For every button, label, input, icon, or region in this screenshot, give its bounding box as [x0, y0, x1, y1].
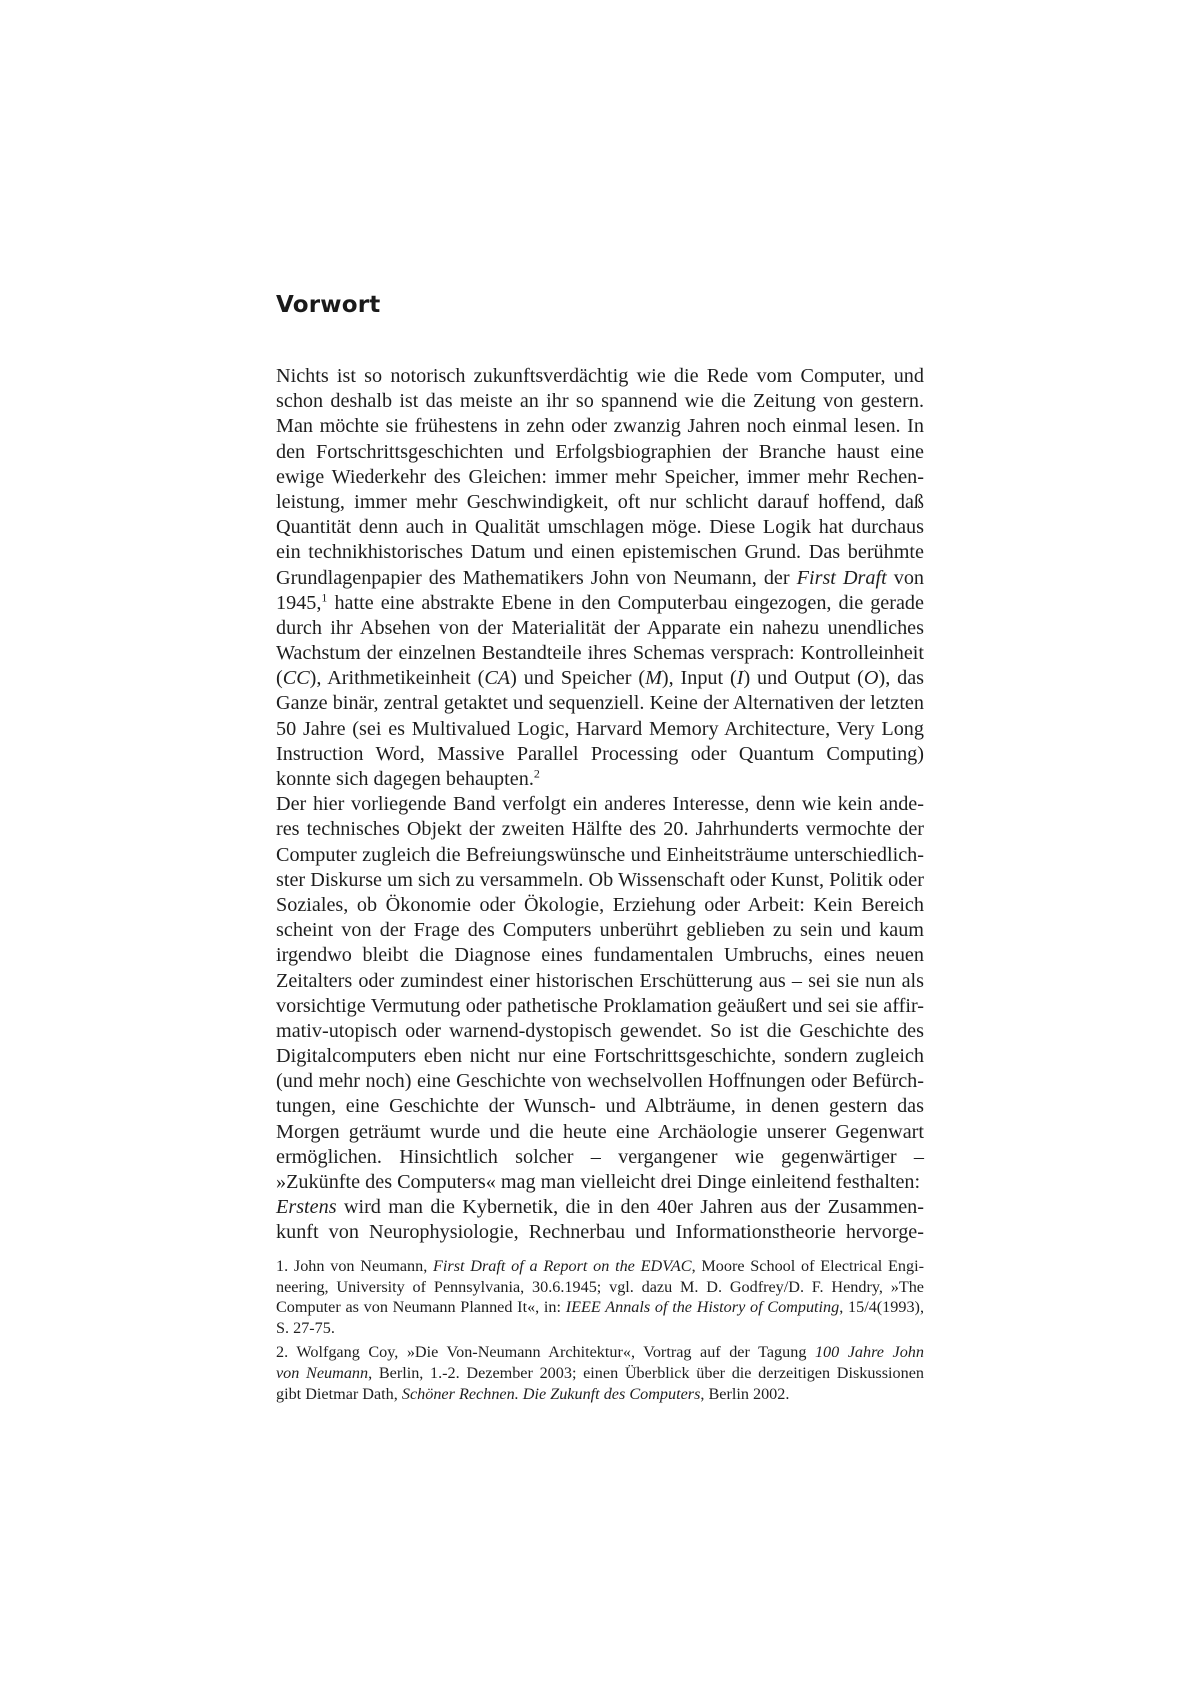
- text-run: , 15/4(1993),: [839, 1298, 924, 1317]
- text-line: kunft von Neurophysiologie, Rechnerbau und Informationstheorie hervorge-: [276, 1221, 924, 1244]
- text-run: hatte eine abstrakte Ebene in den Computerbau eingezogen, die gerade: [327, 591, 924, 614]
- text-line: Wachstum der einzelnen Bestandteile ihres Schemas versprach: Kontrolleinheit: [276, 642, 924, 665]
- title-first-draft: First Draft: [796, 566, 887, 589]
- text-run: Computer as von Neumann Planned It«, in:: [276, 1298, 566, 1317]
- text-line: mativ-utopisch oder warnend-dystopisch gewendet. So ist die Geschichte des: [276, 1019, 924, 1042]
- emphasis-erstens: Erstens: [276, 1196, 337, 1219]
- footnote-title: First Draft of a Report on the EDVAC: [433, 1257, 692, 1275]
- text-line: irgendwo bleibt die Diagnose eines fundamentalen Umbruchs, eines neuen: [276, 944, 924, 967]
- footnote-ref-2[interactable]: 2: [533, 766, 540, 781]
- text-line: [276, 666, 924, 691]
- text-run: Grundlagenpapier des Mathematikers John von Neumann, der: [276, 566, 797, 589]
- text-run: 1. John von Neumann,: [276, 1257, 434, 1275]
- text-line: res technisches Objekt der zweiten Hälfte des 20. Jahrhunderts vermochte der: [276, 818, 924, 841]
- text-line: [276, 767, 924, 792]
- text-line: ster Diskurse um sich zu versammeln. Ob Wissenschaft oder Kunst, Politik oder: [276, 868, 924, 891]
- abbr-ca: CA: [484, 667, 511, 690]
- footnote-2-line: [276, 1363, 924, 1384]
- text-run: , Berlin, 1.-2. Dezember 2003; einen Überblick über die derzeitigen Diskussionen: [368, 1363, 924, 1382]
- text-run: gibt Dietmar Dath,: [276, 1384, 402, 1403]
- text-line: Ganze binär, zentral getaktet und sequenziell. Keine der Alternativen der letzten: [276, 692, 924, 715]
- text-line: Instruction Word, Massive Parallel Processing oder Quantum Computing): [276, 742, 924, 765]
- footnote-book-title: Schöner Rechnen. Die Zukunft des Computers: [401, 1384, 701, 1403]
- text-run: , Berlin 2002.: [700, 1384, 790, 1403]
- abbr-o: O: [863, 667, 879, 690]
- text-line: [276, 566, 924, 591]
- text-run: Der hier vorliegende Band verfolgt ein anderes Interesse, denn wie kein ande-: [276, 793, 924, 816]
- text-line: [276, 792, 924, 817]
- text-line: ein technikhistorisches Datum und einen epistemischen Grund. Das berühmte: [276, 541, 924, 564]
- text-line: schon deshalb ist das meiste an ihr so spannend wie die Zeitung von gestern.: [276, 390, 924, 413]
- text-line: scheint von der Frage des Computers unberührt geblieben zu sein und kaum: [276, 919, 924, 942]
- text-line: Soziales, ob Ökonomie oder Ökologie, Erziehung oder Arbeit: Kein Bereich: [276, 893, 924, 916]
- footnote-journal: IEEE Annals of the History of Computing: [565, 1298, 840, 1317]
- text-line: tungen, eine Geschichte der Wunsch- und Albträume, in denen gestern das: [276, 1095, 924, 1118]
- text-run: konnte sich dagegen behaupten.: [276, 768, 534, 790]
- footnote-conference: von Neumann: [276, 1363, 369, 1382]
- footnote-1-line: [276, 1297, 924, 1318]
- text-run: wird man die Kybernetik, die in den 40er Jahren aus der Zusammen-: [336, 1196, 924, 1219]
- footnote-2-line: [276, 1342, 924, 1363]
- text-line: Man möchte sie frühestens in zehn oder zwanzig Jahren noch einmal lesen. In: [276, 415, 924, 438]
- text-run: von: [886, 566, 925, 589]
- text-line: 50 Jahre (sei es Multivalued Logic, Harvard Memory Architecture, Very Long: [276, 717, 924, 740]
- text-run: ) und Speicher (: [510, 667, 646, 690]
- text-run: 2. Wolfgang Coy, »Die Von-Neumann Architektur«, Vortrag auf der Tagung: [276, 1343, 815, 1362]
- text-line: vorsichtige Vermutung oder pathetische Proklamation geäußert und sei sie affir-: [276, 994, 924, 1017]
- text-line: durch ihr Absehen von der Materialität der Apparate ein nahezu unendliches: [276, 616, 924, 639]
- text-line: Morgen geträumt wurde und die heute eine Archäologie unserer Gegenwart: [276, 1120, 924, 1143]
- text-run: , Moore School of Electrical Engi-: [691, 1257, 925, 1275]
- footnote-1-line: S. 27-75.: [276, 1318, 335, 1337]
- text-line: [276, 591, 924, 616]
- text-line: Zeitalters oder zumindest einer historischen Erschütterung aus – sei sie nun als: [276, 969, 924, 992]
- text-run: ), das: [878, 667, 925, 690]
- preface-body: [276, 364, 924, 1246]
- footnote-1-line: [276, 1256, 924, 1277]
- text-line: Digitalcomputers eben nicht nur eine Fortschrittsgeschichte, sondern zugleich: [276, 1045, 924, 1068]
- footnote-conference: 100 Jahre John: [814, 1343, 924, 1362]
- text-line: ermöglichen. Hinsichtlich solcher – vergangener wie gegenwärtiger –: [276, 1145, 924, 1168]
- text-line: Computer zugleich die Befreiungswünsche und Einheitsträume unterschiedlich-: [276, 843, 924, 866]
- footnote-ref-1[interactable]: 1: [321, 589, 328, 604]
- text-run: ), Arithmetikeinheit (: [309, 667, 485, 690]
- footnotes: [276, 1256, 924, 1404]
- text-run: ) und Output (: [743, 667, 864, 690]
- text-line: leistung, immer mehr Geschwindigkeit, oft nur schlicht darauf hoffend, daß: [276, 490, 924, 513]
- text-run: 1945,: [276, 591, 322, 614]
- footnote-1-line: neering, University of Pennsylvania, 30.6.1945; vgl. dazu M. D. Godfrey/D. F. Hendry, »The: [276, 1277, 924, 1296]
- text-line: den Fortschrittsgeschichten und Erfolgsbiographien der Branche haust eine: [276, 440, 924, 463]
- text-line: Nichts ist so notorisch zukunftsverdächtig wie die Rede vom Computer, und: [276, 365, 924, 387]
- text-line: (und mehr noch) eine Geschichte von wechselvollen Hoffnungen oder Befürch-: [276, 1070, 924, 1093]
- abbr-m: M: [645, 667, 662, 690]
- abbr-cc: CC: [282, 667, 310, 690]
- text-run: ), Input (: [661, 667, 737, 690]
- footnote-2-line: [276, 1384, 924, 1405]
- abbr-i: I: [736, 667, 744, 690]
- text-line: [276, 1195, 924, 1220]
- text-line: Quantität denn auch in Qualität umschlagen möge. Diese Logik hat durchaus: [276, 516, 924, 539]
- text-run: (: [276, 667, 283, 690]
- text-line: »Zukünfte des Computers« mag man vielleicht drei Dinge einleitend festhalten:: [276, 1171, 921, 1193]
- chapter-heading: Vorwort: [276, 292, 381, 318]
- text-line: ewige Wiederkehr des Gleichen: immer mehr Speicher, immer mehr Rechen-: [276, 465, 924, 488]
